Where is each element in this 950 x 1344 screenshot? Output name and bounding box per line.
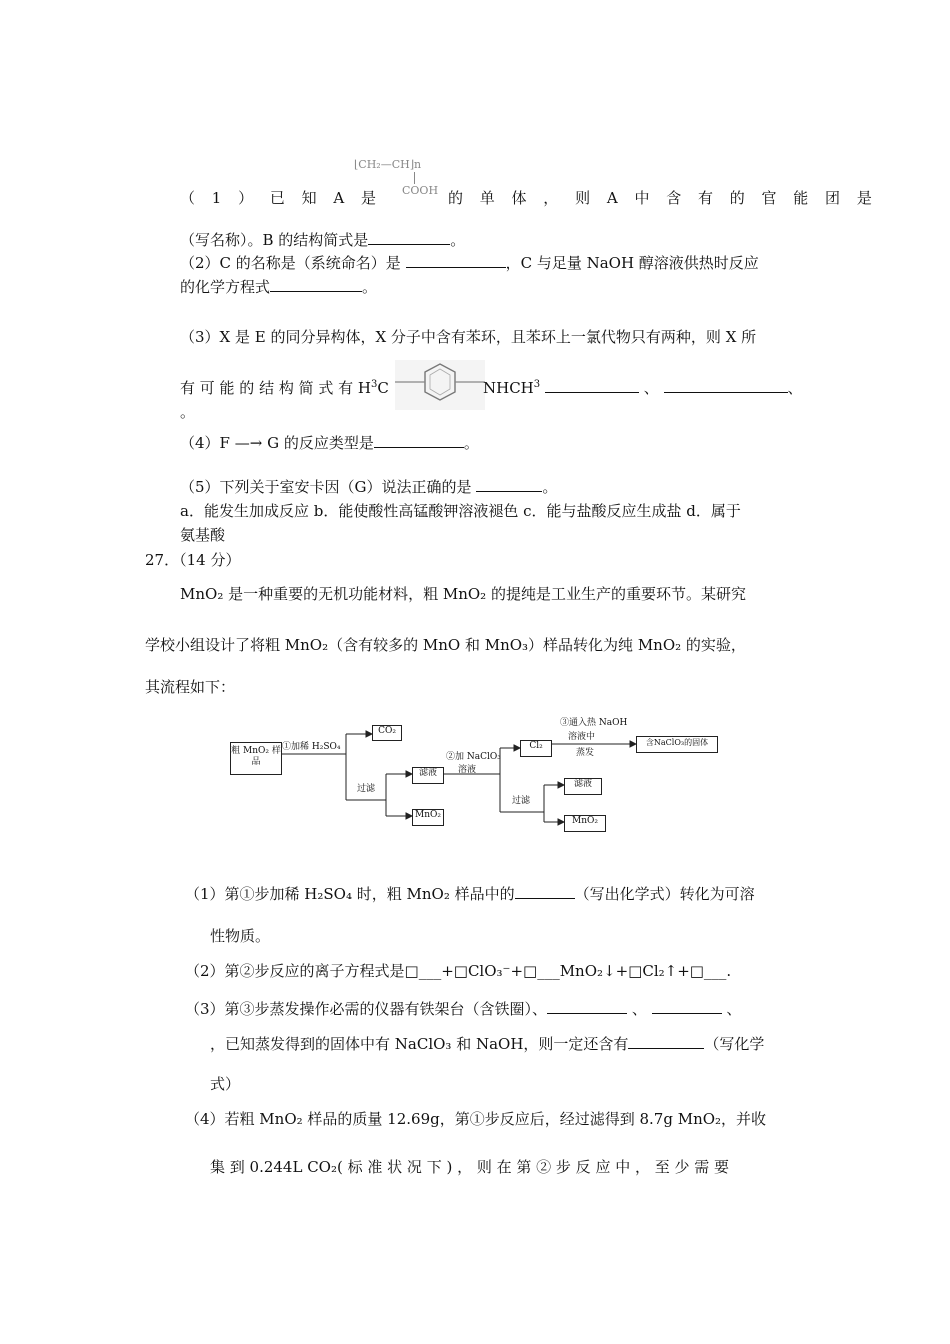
q26-p5 [180,477,557,497]
process-flowchart [222,712,709,837]
q26-p3-b3: NHCH [483,379,534,397]
flow-start-box: 粗 MnO₂ 样品 [230,742,282,775]
q26-p1-a: （ 1 ） 已 知 A 是 [180,189,382,207]
q27-s4-b: 集 到 0.244L CO₂( 标 准 状 况 下 ) ， 则 在 第 ② 步 反 应 中 ， 至 少 需 要 [210,1158,730,1176]
q26-p3-b [180,375,389,398]
flow-step2b: 溶液 [458,765,477,775]
flow-step2a: ②加 NaClO₃ [446,752,501,762]
q26-p4-a: （4）F [180,434,230,452]
q26-p2-a [180,253,759,273]
answer-blank[interactable] [628,1034,704,1049]
q27-s3-b-text: ，已知蒸发得到的固体中有 NaClO₃ 和 NaOH，则一定还含有 [210,1035,629,1053]
answer-blank[interactable] [545,378,639,393]
q27-s3-a [185,999,741,1019]
flow-co2-box: CO₂ [372,725,402,741]
q26-p5-opts2: 氨基酸 [180,526,226,544]
q26-p1-c [180,230,465,250]
sep: 、 [787,379,803,397]
flow-filter1: 过滤 [357,784,376,794]
q27-s2: （2）第②步反应的离子方程式是□___+□ClO₃⁻+□___MnO₂↓+□Cl₂↑+□___. [185,962,732,980]
flow-solid-box: 含NaClO₃的固体 [636,736,718,753]
q26-p1-c-text: （写名称）。B 的结构简式是 [180,231,369,249]
q26-p1-b: 的 单 体 ， 则 A 中 含 有 的 官 能 团 是 [448,189,878,207]
flow-filtrate2-box: 滤液 [564,778,602,795]
sep: 、 [726,1000,742,1018]
q27-s1-a [185,884,755,904]
sep: 、 [631,1000,647,1018]
flow-step3b: 溶液中 [568,732,596,742]
q26-p3-c: 。 [180,403,196,421]
q27-s1-c: 性物质。 [210,927,271,945]
benzene-ring-icon [395,360,485,410]
flow-cl2-box: Cl₂ [520,740,552,757]
q26-p2-a-text: （2）C 的名称是（系统命名）是 [180,254,401,272]
q26-p2-c-text: 的化学方程式 [180,278,271,296]
flow-mno2-box-2: MnO₂ [564,815,606,832]
q27-intro3: 其流程如下： [145,678,236,696]
q27-head: 27．（14 分） [145,551,241,569]
flow-step1: ①加稀 H₂SO₄ [282,742,341,752]
bond-line [414,172,415,184]
answer-blank[interactable] [652,999,722,1014]
q27-intro2: 学校小组设计了将粗 MnO₂（含有较多的 MnO 和 MnO₃）样品转化为纯 MnO₂ 的实验， [145,636,746,654]
answer-blank[interactable] [515,884,575,899]
q26-p2-c-end: 。 [362,278,378,296]
flow-step3a: ③通入热 NaOH [560,718,628,728]
answer-blank[interactable] [547,999,627,1014]
sep: 、 [643,379,659,397]
q27-s1-b-text: （写出化学式）转化为可溶 [574,885,755,903]
q27-intro1: MnO₂ 是一种重要的无机功能材料，粗 MnO₂ 的提纯是工业生产的重要环节。某研究 [180,585,746,603]
q26-p5-text: （5）下列关于室安卡因（G）说法正确的是 [180,478,472,496]
q26-p1-c-end: 。 [450,231,466,249]
flow-filtrate1-box: 滤液 [412,767,444,784]
arrow-icon: —→ [234,434,263,452]
sub-3: 3 [371,379,378,390]
flow-step3c: 蒸发 [576,748,595,758]
q26-p3-a: （3）X 是 E 的同分异构体，X 分子中含有苯环，且苯环上一氯代物只有两种，则 X 所 [180,328,757,346]
q26-p2-b-text: ，C 与足量 NaOH 醇溶液供热时反应 [505,254,759,272]
q26-p5-opts: a．能发生加成反应 b．能使酸性高锰酸钾溶液褪色 c．能与盐酸反应生成盐 d．属于 [180,502,741,520]
q27-s4-a: （4）若粗 MnO₂ 样品的质量 12.69g，第①步反应后，经过滤得到 8.7g MnO₂，并收 [185,1110,767,1128]
answer-blank[interactable] [476,477,542,492]
answer-blank[interactable] [368,230,450,245]
q27-s3-a-text: （3）第③步蒸发操作必需的仪器有铁架台（含铁圈）、 [185,1000,548,1018]
polymer-bottom: COOH [402,184,439,197]
sub-3: 3 [533,379,541,390]
q27-s3-b [210,1034,764,1054]
q26-p3-b2: C [377,379,389,397]
q27-s3-b-end: （写化学 [704,1035,765,1053]
q26-p2-c [180,277,377,297]
q27-s1-a-text: （1）第①步加稀 H₂SO₄ 时，粗 MnO₂ 样品中的 [185,885,515,903]
q26-p3-b-right [483,375,803,398]
q26-p4 [180,433,479,453]
q26-p4-b: G 的反应类型是 [267,434,374,452]
q26-p4-end: 。 [463,434,479,452]
q27-s3-c: 式） [210,1075,241,1093]
answer-blank[interactable] [664,378,788,393]
answer-blank[interactable] [374,433,464,448]
polymer-top: ⌊CH₂—CH⌋n [354,158,422,171]
flow-filter2: 过滤 [512,796,531,806]
q26-p3-b1: 有 可 能 的 结 构 简 式 有 H [180,379,371,397]
answer-blank[interactable] [270,277,362,292]
flow-mno2-box-1: MnO₂ [412,809,444,826]
q26-p5-end: 。 [542,478,558,496]
answer-blank[interactable] [406,253,506,268]
